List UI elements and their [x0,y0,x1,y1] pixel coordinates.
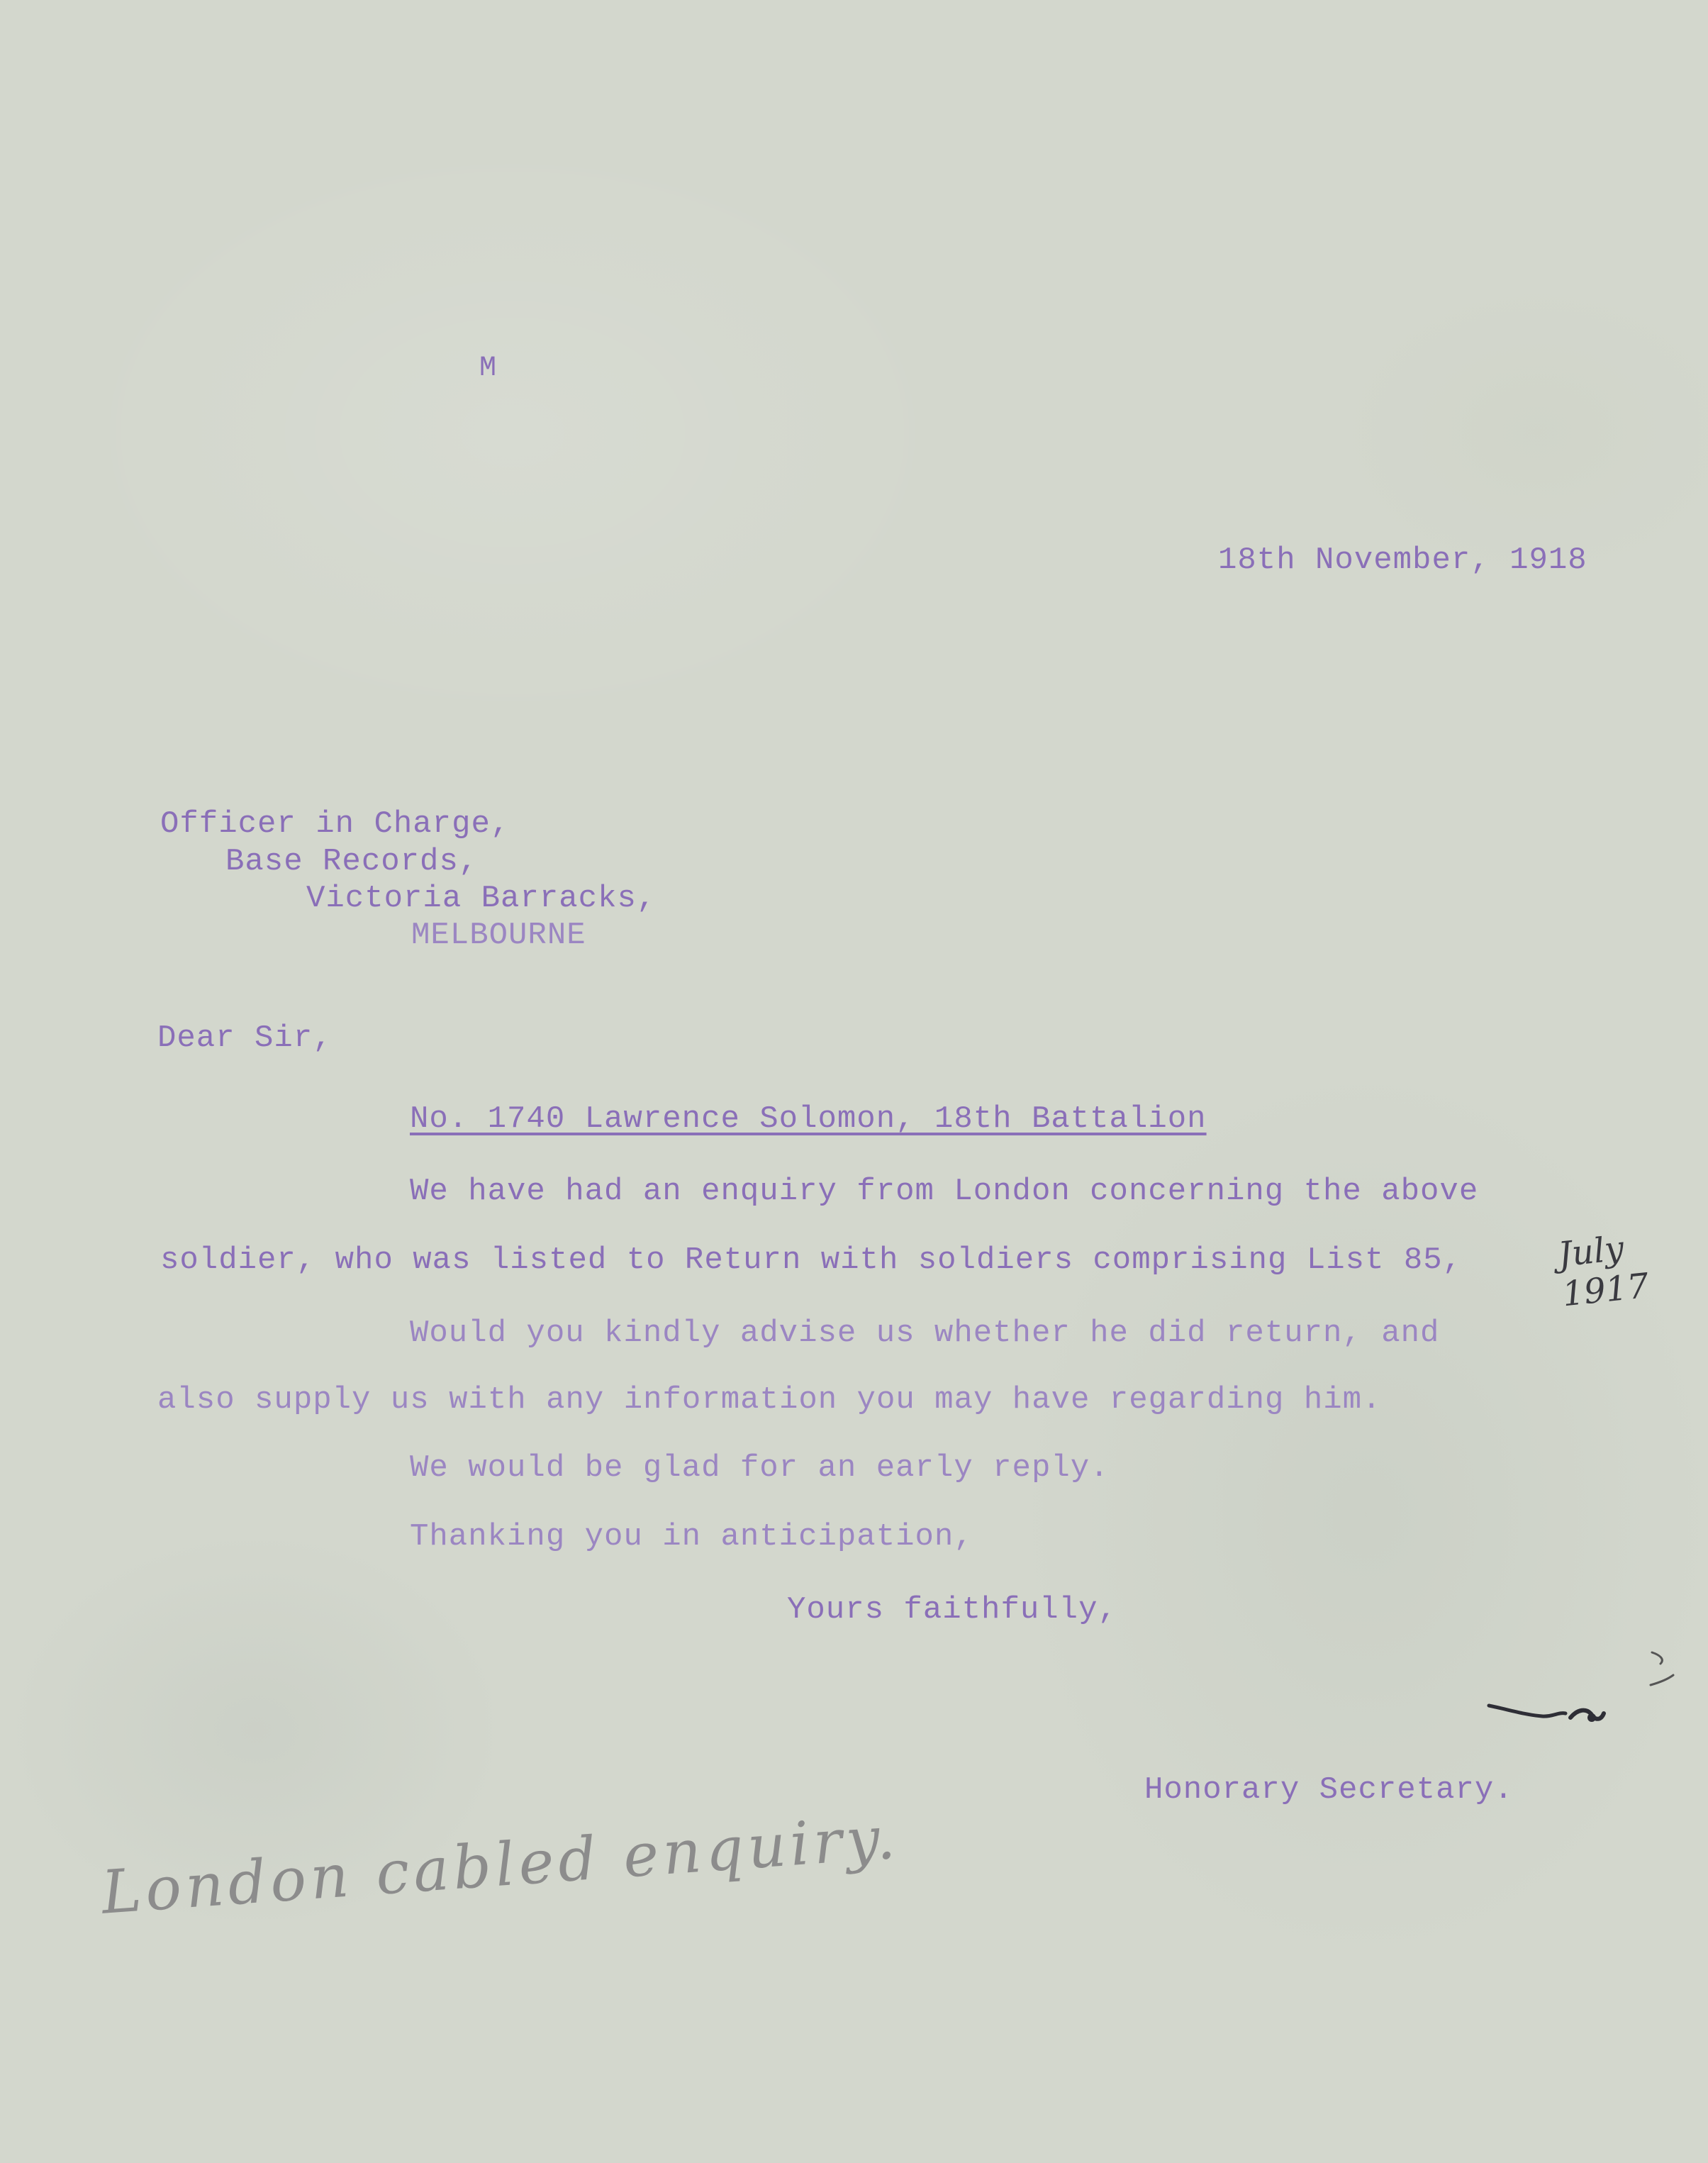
body-paragraph-2-line-2: also supply us with any information you may have regarding him. [157,1382,1382,1418]
letter-date: 18th November, 1918 [1218,543,1587,578]
signature [1475,1638,1702,1745]
body-paragraph-2-line-1: Would you kindly advise us whether he did return, and [410,1316,1440,1351]
address-line-2: Base Records, [225,844,479,879]
closing: Yours faithfully, [787,1592,1117,1628]
pencil-note-handwritten: London cabled enquiry. [99,1802,902,1928]
address-line-1: Officer in Charge, [160,806,510,842]
body-paragraph-4: Thanking you in anticipation, [410,1519,973,1555]
reference-mark: M [479,352,498,384]
salutation: Dear Sir, [157,1021,333,1056]
address-line-3: Victoria Barracks, [306,881,657,916]
address-line-4: MELBOURNE [411,918,586,953]
subject-line: No. 1740 Lawrence Solomon, 18th Battalion [410,1101,1207,1137]
margin-note-handwritten: July 1917 [1556,1228,1651,1315]
body-paragraph-3: We would be glad for an early reply. [410,1450,1110,1486]
body-paragraph-1-line-2: soldier, who was listed to Return with soldiers comprising List 85, [160,1242,1463,1278]
signatory-title: Honorary Secretary. [1144,1772,1514,1808]
body-paragraph-1-line-1: We have had an enquiry from London concerning the above [410,1174,1479,1209]
